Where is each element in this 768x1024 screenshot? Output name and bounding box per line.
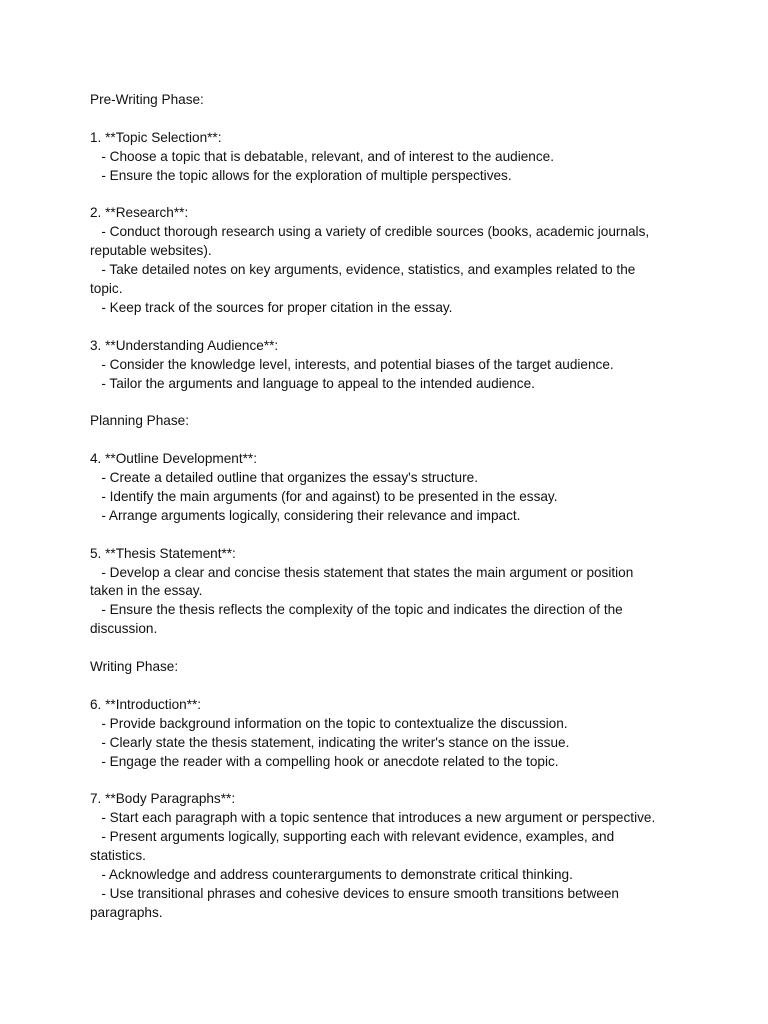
document-body	[90, 91, 680, 923]
step-heading: 6. **Introduction**:	[90, 696, 202, 712]
blank-line	[90, 526, 680, 545]
wrapped-line: topic.	[90, 281, 123, 297]
bullet-item: - Provide background information on the topic to contextualize the discussion.	[90, 715, 568, 731]
wrapped-line: taken in the essay.	[90, 583, 203, 599]
bullet-item: - Choose a topic that is debatable, relevant, and of interest to the audience.	[90, 148, 555, 164]
step-heading: 4. **Outline Development**:	[90, 451, 257, 467]
bullet-item: - Create a detailed outline that organizes the essay's structure.	[90, 470, 478, 486]
bullet-item: - Acknowledge and address counterarguments to demonstrate critical thinking.	[90, 867, 573, 883]
blank-line	[90, 110, 680, 129]
bullet-item: - Present arguments logically, supporting each with relevant evidence, examples, and	[90, 829, 615, 845]
phase-heading: Writing Phase:	[90, 659, 179, 675]
bullet-item: - Identify the main arguments (for and against) to be presented in the essay.	[90, 488, 558, 504]
bullet-item: - Keep track of the sources for proper citation in the essay.	[90, 299, 453, 315]
phase-heading: Pre-Writing Phase:	[90, 92, 204, 107]
wrapped-line: reputable websites).	[90, 243, 212, 259]
step-heading: 5. **Thesis Statement**:	[90, 545, 236, 561]
bullet-item: - Tailor the arguments and language to appeal to the intended audience.	[90, 375, 535, 391]
bullet-item: - Engage the reader with a compelling hook or anecdote related to the topic.	[90, 753, 559, 769]
blank-line	[90, 186, 680, 205]
bullet-item: - Consider the knowledge level, interests, and potential biases of the target audience.	[90, 356, 614, 372]
blank-line	[90, 318, 680, 337]
bullet-item: - Arrange arguments logically, considering their relevance and impact.	[90, 507, 521, 523]
bullet-item: - Develop a clear and concise thesis statement that states the main argument or position	[90, 564, 634, 580]
bullet-item: - Take detailed notes on key arguments, evidence, statistics, and examples related to the	[90, 262, 636, 278]
step-heading: 1. **Topic Selection**:	[90, 129, 222, 145]
bullet-item: - Clearly state the thesis statement, indicating the writer's stance on the issue.	[90, 734, 570, 750]
bullet-item: - Ensure the thesis reflects the complexity of the topic and indicates the direction of the	[90, 602, 623, 618]
bullet-item: - Start each paragraph with a topic sentence that introduces a new argument or perspective.	[90, 810, 656, 826]
blank-line	[90, 772, 680, 791]
wrapped-line: paragraphs.	[90, 904, 163, 920]
wrapped-line: discussion.	[90, 621, 158, 637]
step-heading: 3. **Understanding Audience**:	[90, 337, 279, 353]
wrapped-line: statistics.	[90, 848, 146, 864]
blank-line	[90, 639, 680, 658]
bullet-item: - Use transitional phrases and cohesive devices to ensure smooth transitions between	[90, 885, 619, 901]
blank-line	[90, 677, 680, 696]
bullet-item: - Conduct thorough research using a variety of credible sources (books, academic journals,	[90, 224, 650, 240]
phase-heading: Planning Phase:	[90, 413, 190, 429]
bullet-item: - Ensure the topic allows for the exploration of multiple perspectives.	[90, 167, 512, 183]
blank-line	[90, 393, 680, 412]
step-heading: 7. **Body Paragraphs**:	[90, 791, 236, 807]
blank-line	[90, 431, 680, 450]
step-heading: 2. **Research**:	[90, 205, 189, 221]
